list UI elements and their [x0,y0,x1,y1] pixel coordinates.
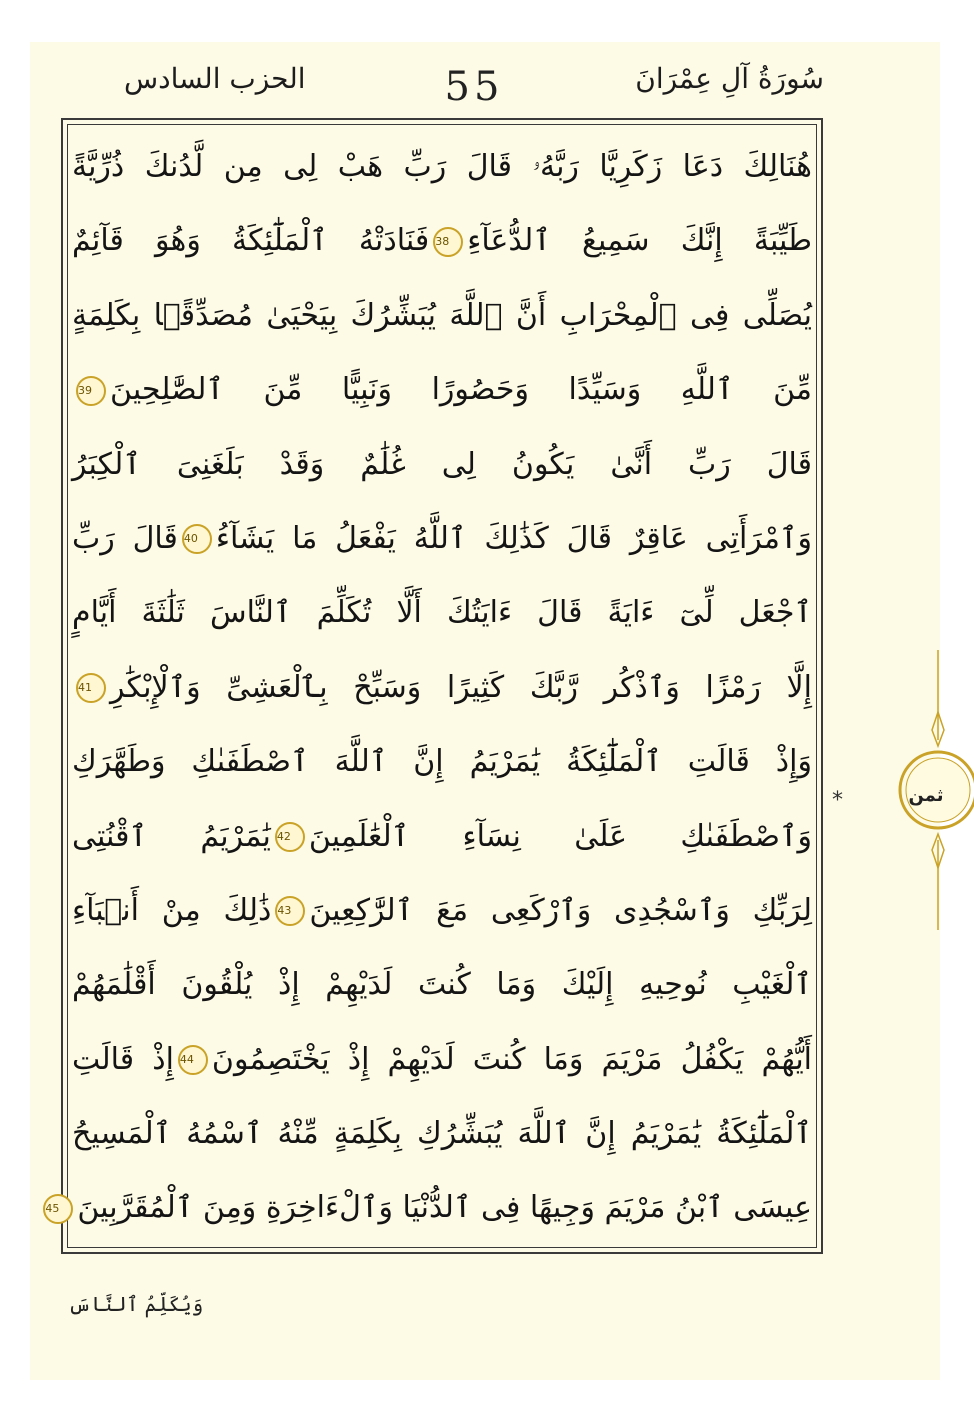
thumun-marker-label: ثمن [908,785,944,806]
hizb-star-icon: * [832,788,843,813]
verse-text: ٱجْعَل لِّىٓ ءَايَةً قَالَ ءَايَتُكَ أَلَّا تُكَلِّمَ ٱلنَّاسَ ثَلَٰثَةَ أَيَّامٍ [72,595,812,631]
verse-line [72,651,812,725]
verse-text-continuation: إِذْ قَالَتِ [72,1041,174,1077]
page-number: 55 [444,64,504,110]
ayah-number-marker: 43 [275,896,305,926]
ayah-number-marker: 45 [43,1194,73,1224]
verse-text: ٱلْمَلَٰٓئِكَةُ يَٰمَرْيَمُ إِنَّ ٱللَّهَ يُبَشِّرُكِ بِكَلِمَةٍ مِّنْهُ ٱسْمُهُ ٱلْمَسِيحُ [72,1116,812,1152]
verse-text: طَيِّبَةً إِنَّكَ سَمِيعُ ٱلدُّعَآءِ [467,223,812,259]
ayah-number-marker: 41 [76,673,106,703]
verse-text: قَالَ رَبِّ أَنَّىٰ يَكُونُ لِى غُلَٰمٌ وَقَدْ بَلَغَنِىَ ٱلْكِبَرُ [72,446,812,482]
verse-text: لِرَبِّكِ وَٱسْجُدِى وَٱرْكَعِى مَعَ ٱلرَّٰكِعِينَ [309,892,813,928]
verse-line [72,725,812,799]
verse-text: وَٱمْرَأَتِى عَاقِرٌ قَالَ كَذَٰلِكَ ٱللَّهُ يَفْعَلُ مَا يَشَآءُ [215,520,812,556]
verse-text-continuation: قَالَ رَبِّ [72,520,178,556]
verse-line [72,130,812,204]
catchword: وَيُكَلِّمُ ٱلنَّاسَ [68,1292,204,1316]
verse-line [72,576,812,650]
verse-text: هُنَالِكَ دَعَا زَكَرِيَّا رَبَّهُۥ قَالَ رَبِّ هَبْ لِى مِن لَّدُنكَ ذُرِّيَّةً [72,149,812,184]
verse-line [72,874,812,948]
verse-text: عِيسَى ٱبْنُ مَرْيَمَ وَجِيهًا فِى ٱلدُّنْيَا وَٱلْءَاخِرَةِ وَمِنَ ٱلْمُقَرَّبِينَ [77,1190,812,1226]
surah-title: سُورَةُ آلِ عِمْرَانَ [635,62,824,95]
verse-text: أَيُّهُمْ يَكْفُلُ مَرْيَمَ وَمَا كُنتَ لَدَيْهِمْ إِذْ يَخْتَصِمُونَ [211,1041,812,1077]
verse-text: ٱلْغَيْبِ نُوحِيهِ إِلَيْكَ وَمَا كُنتَ لَدَيْهِمْ إِذْ يُلْقُونَ أَقْلَٰمَهُمْ [72,967,812,1003]
verse-text-continuation: يَٰمَرْيَمُ ٱقْنُتِى [72,818,271,854]
page-header [64,52,824,112]
verse-text: يُصَلِّى فِى ٱلْمِحْرَابِ أَنَّ ٱللَّهَ يُبَشِّرُكَ بِيَحْيَىٰ مُصَدِّقًۢا بِكَلِمَةٍ [72,297,812,333]
hizb-title: الحزب السادس [124,62,306,95]
verse-text-continuation: ذَٰلِكَ مِنْ أَنۢبَآءِ [72,892,272,928]
verse-text: مِّنَ ٱللَّهِ وَسَيِّدًا وَحَصُورًا وَنَبِيًّا مِّنَ ٱلصَّٰلِحِينَ [110,372,812,408]
verse-line [72,800,812,874]
verse-line [72,204,812,278]
verse-line [72,1097,812,1171]
ayah-number-marker: 44 [178,1045,208,1075]
verse-line [72,502,812,576]
ayah-number-marker: 38 [433,227,463,257]
ayah-number-marker: 40 [182,524,212,554]
verse-line [72,279,812,353]
verse-line [72,353,812,427]
verse-lines [45,130,813,1246]
verse-text: إِلَّا رَمْزًا وَٱذْكُر رَّبَّكَ كَثِيرًا وَسَبِّحْ بِٱلْعَشِىِّ وَٱلْإِبْكَٰرِ [110,669,812,705]
ayah-number-marker: 39 [76,376,106,406]
verse-text: وَإِذْ قَالَتِ ٱلْمَلَٰٓئِكَةُ يَٰمَرْيَمُ إِنَّ ٱللَّهَ ٱصْطَفَىٰكِ وَطَهَّرَكِ [72,744,812,780]
verse-text-continuation: فَنَادَتْهُ ٱلْمَلَٰٓئِكَةُ وَهُوَ قَآئِمٌ [72,223,430,259]
verse-line [72,428,812,502]
ayah-number-marker: 42 [275,822,305,852]
verse-text: وَٱصْطَفَىٰكِ عَلَىٰ نِسَآءِ ٱلْعَٰلَمِينَ [308,818,812,854]
verse-line [45,1171,812,1245]
verse-line [72,948,812,1022]
verse-line [72,1023,812,1097]
